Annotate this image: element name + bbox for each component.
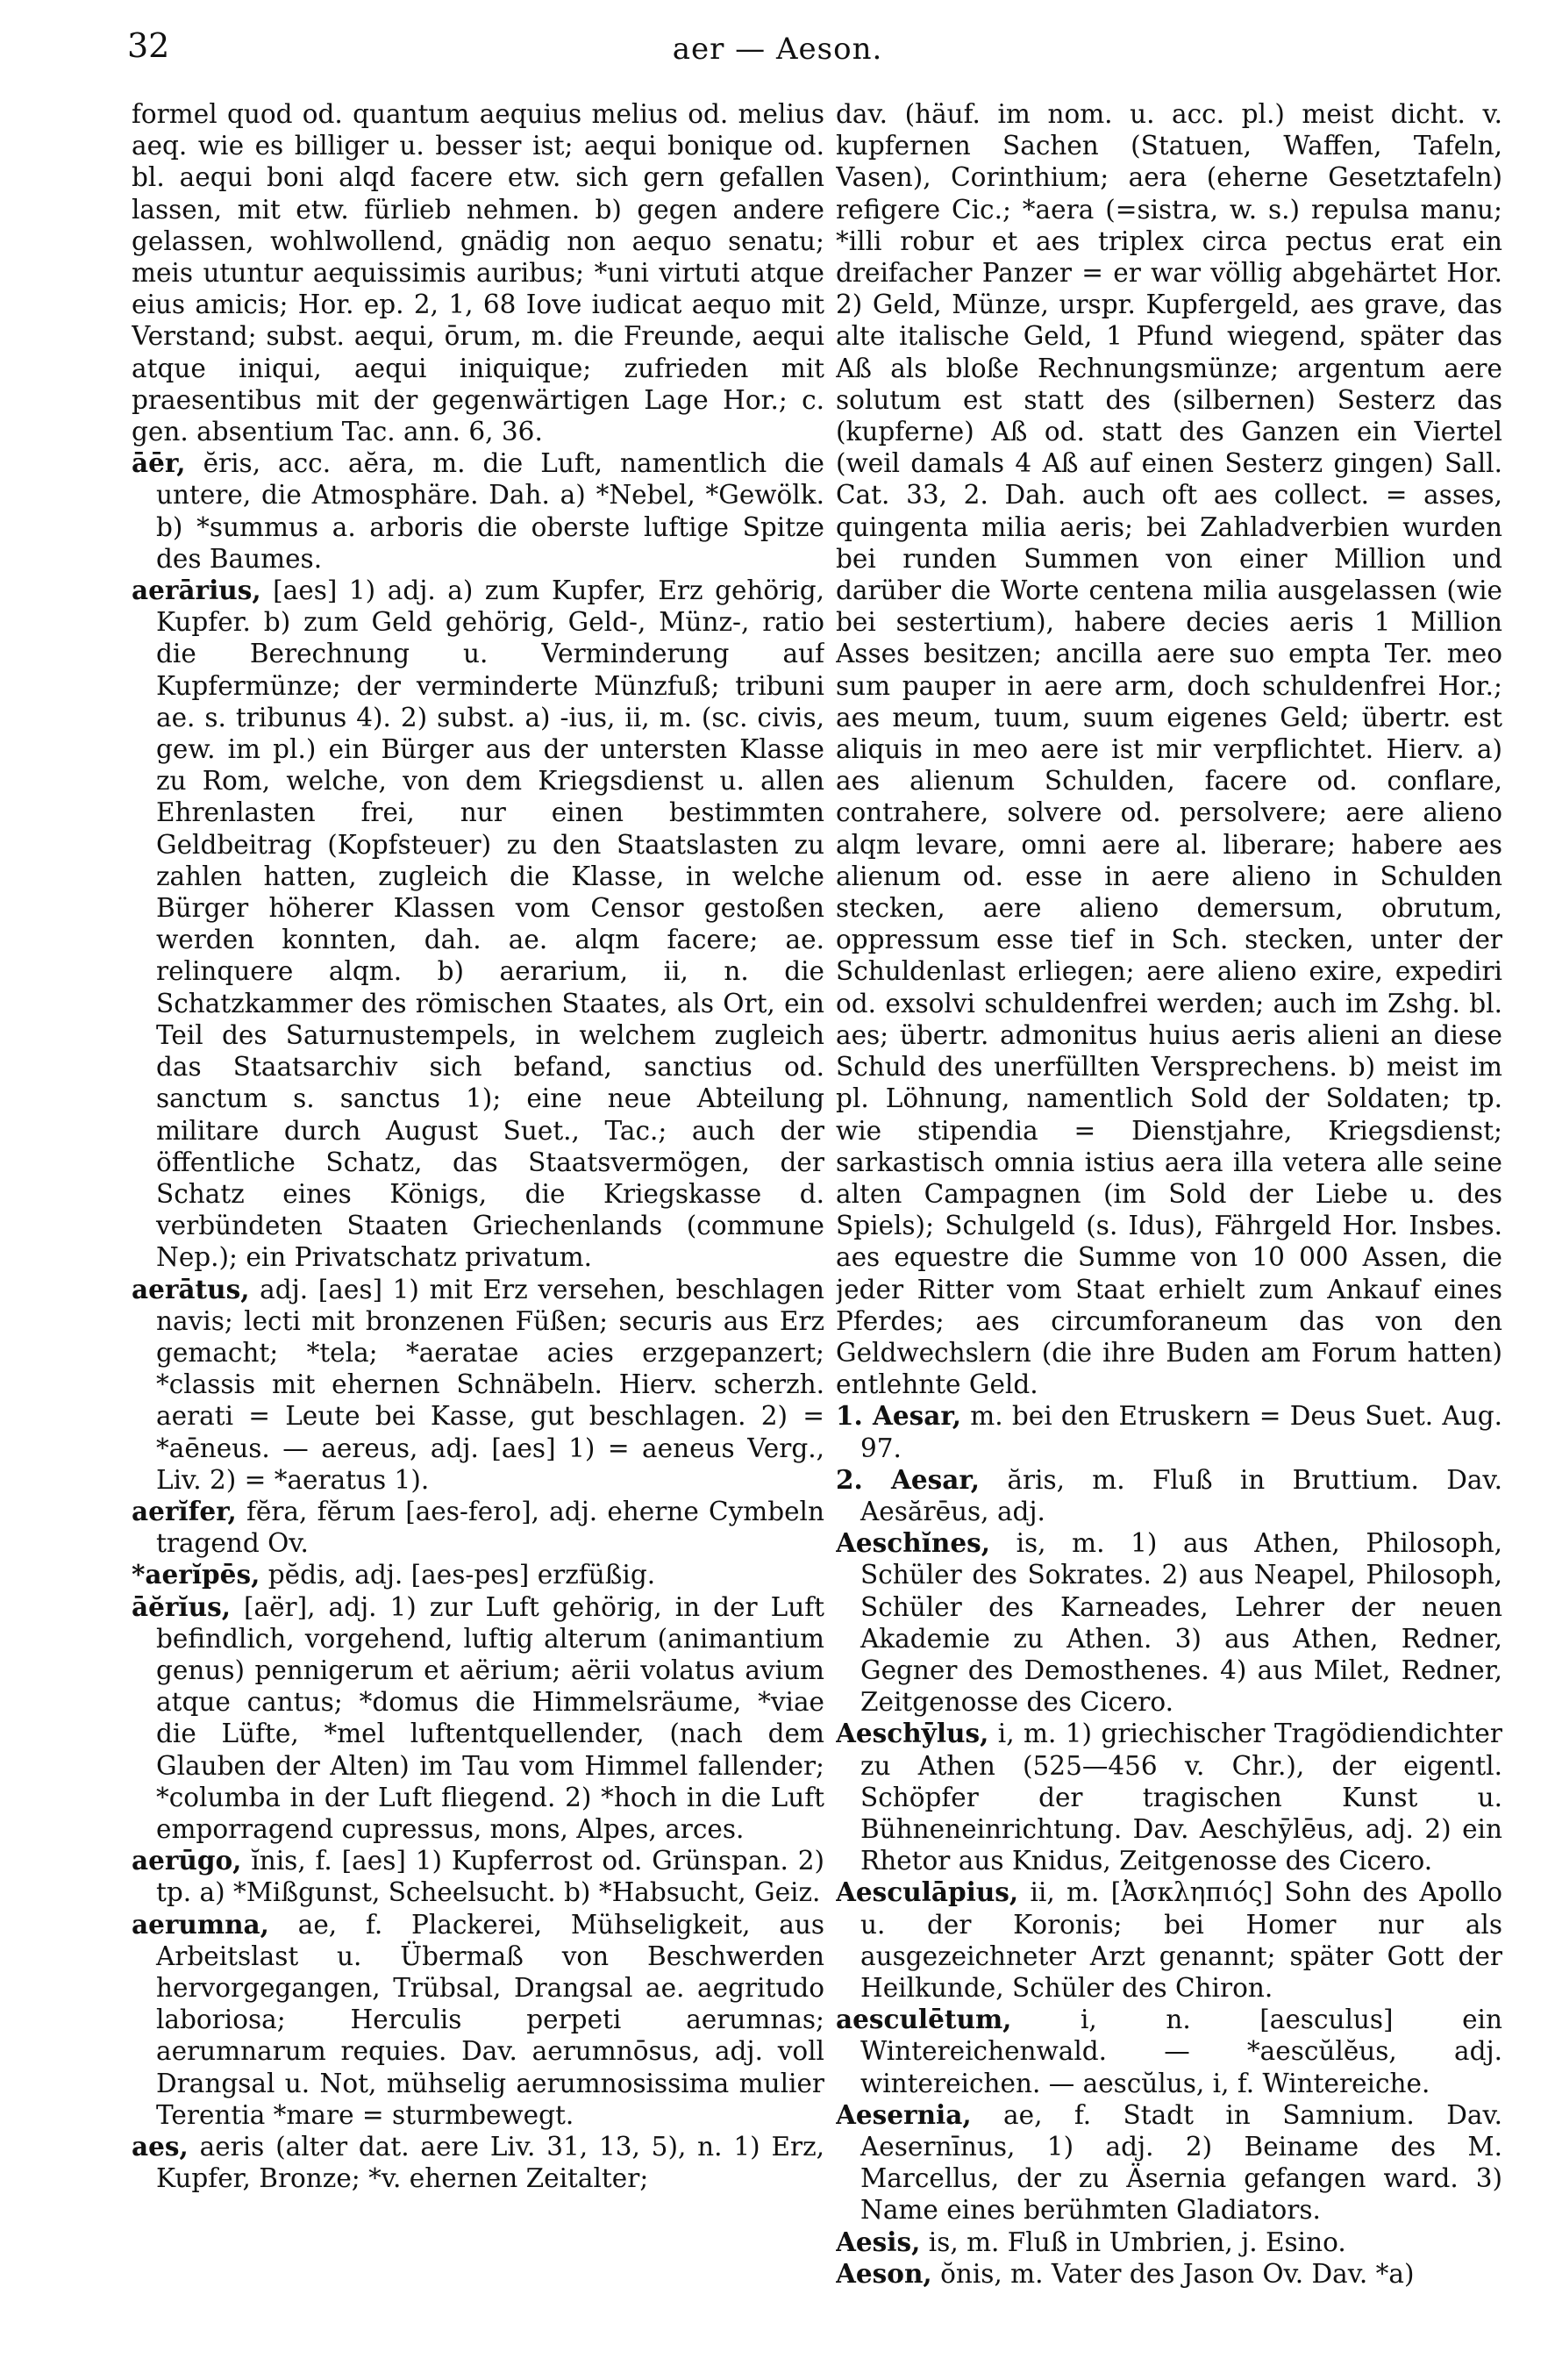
entry-text: ŏnis, m. Vater des Jason Ov. Dav. *a) — [940, 2258, 1415, 2289]
entry-text: dav. (häuf. im nom. u. acc. pl.) meist dicht. v. kupfernen Sachen (Statuen, Waffen, Tafeln, Vasen), Corinthium; aera (eherne Gesetztafeln) refigere Cic.; *aera (=sistra, w. s.) repulsa manu; *illi robur et aes triplex circa pectus erat ein dreifacher Panzer = er war völlig abgehärtet Hor. 2) Geld, Münze, urspr. Kupfergeld, aes grave, das alte italische Geld, 1 Pfund wiegend, später das Aß als bloße Rechnungsmünze; argentum aere solutum est statt des (silbernen) Sesterz das (kupferne) Aß od. statt des Ganzen ein Viertel (weil damals 4 Aß auf einen Sesterz gingen) Sall. Cat. 33, 2. Dah. auch oft aes collect. = asses, quingenta milia aeris; bei Zahladverbien wurden bei runden Summen von einer Million und darüber die Worte centena milia ausgelassen (wie bei sestertium), habere decies aeris 1 Million Asses besitzen; ancilla aere suo empta Ter. meo sum pauper in aere arm, doch schuldenfrei Hor.; aes meum, tuum, suum eigenes Geld; übertr. est aliquis in meo aere ist mir verpflichtet. Hierv. a) aes alienum Schulden, facere od. conflare, contrahere, solvere od. persolvere; aere alieno alqm levare, omni aere al. liberare; habere aes alienum od. esse in aere alieno in Schulden stecken, aere alieno demersum, obrutum, oppressum esse tief in Sch. stecken, unter der Schuldenlast erliegen; aere alieno exire, expediri od. exsolvi schuldenfrei werden; auch im Zshg. bl. aes; übertr. admonitus huius aeris alieni an diese Schuld des unerfüllten Versprechens. b) meist im pl. Löhnung, namentlich Sold der Soldaten; tp. wie stipendia = Dienstjahre, Kriegsdienst; sarkastisch omnia istius aera illa vetera alle seine alten Campagnen (im Sold der Liebe u. des Spiels); Schulgeld (s. Idus), Fährgeld Hor. Insbes. aes equestre die Summe von 10 000 Assen, die jeder Ritter vom Staat erhielt zum Ankauf eines Pferdes; aes circumforaneum das von den Geldwechslern (die ihre Buden am Forum hatten) entlehnte Geld. — [836, 99, 1502, 1400]
dictionary-entry — [132, 447, 824, 575]
dictionary-entry — [836, 1718, 1502, 1876]
dictionary-entry — [132, 1496, 824, 1559]
dictionary-entry — [132, 1845, 824, 1908]
dictionary-entry — [836, 2258, 1502, 2290]
entry-text: m. bei den Etruskern = Deus Suet. Aug. 97. — [860, 1401, 1502, 1463]
entry-text: ĭnis, f. [aes] 1) Kupferrost od. Grünspan. 2) tp. a) *Mißgunst, Scheelsucht. b) *Habsucht, Geiz. — [156, 1846, 824, 1908]
entry-headword: aerĭfer, — [132, 1495, 237, 1526]
entry-headword: aes, — [132, 2131, 189, 2162]
entry-headword: āĕrĭus, — [132, 1590, 231, 1622]
entry-headword: aerārius, — [132, 575, 261, 606]
entry-text: adj. [aes] 1) mit Erz versehen, beschlagen navis; lecti mit bronzenen Füßen; securis aus Erz gemacht; *tela; *aeratae acies erzgepanzert; *classis mit ehernen Schnäbeln. Hierv. scherzh. aerati = Leute bei Kasse, gut beschlagen. 2) = *aēneus. — aereus, adj. [aes] 1) = aeneus Verg., Liv. 2) = *aeratus 1). — [156, 1274, 824, 1495]
entry-headword: 1. Aesar, — [836, 1400, 961, 1432]
dictionary-entry — [836, 2004, 1502, 2099]
entry-headword: *aerĭpēs, — [132, 1559, 260, 1590]
entry-headword: Aeschȳlus, — [836, 1718, 989, 1749]
dictionary-entry — [132, 1591, 824, 1846]
entry-headword: aerātus, — [132, 1273, 250, 1304]
dictionary-entry — [836, 1876, 1502, 2004]
entry-text: ae, f. Plackerei, Mühseligkeit, aus Arbeitslast u. Übermaß von Beschwerden hervorgegangen, Trübsal, Drangsal ae. aegritudo laboriosa; Herculis perpeti aerumnas; aerumnarum requies. Dav. aerumnōsus, adj. voll Drangsal u. Not, mühselig aerumnosissima mulier Terentia *mare = sturmbewegt. — [156, 1909, 824, 2130]
dictionary-entry — [836, 98, 1502, 1400]
entry-text: [aes] 1) adj. a) zum Kupfer, Erz gehörig, Kupfer. b) zum Geld gehörig, Geld-, Münz-, ratio die Berechnung u. Verminderung auf Kupfermünze; der verminderte Münzfuß; tribuni ae. s. tribunus 4). 2) subst. a) -ius, ii, m. (sc. civis, gew. im pl.) ein Bürger aus der untersten Klasse zu Rom, welche, von dem Kriegsdienst u. allen Ehrenlasten frei, nur einen bestimmten Geldbeitrag (Kopfsteuer) zu den Staatslasten zu zahlen hatten, zugleich die Klasse, in welche Bürger höherer Klassen vom Censor gestoßen werden konnten, dah. ae. alqm facere; ae. relinquere alqm. b) aerarium, ii, n. die Schatzkammer des römischen Staates, als Ort, ein Teil des Saturnustempels, in welchem zugleich das Staatsarchiv sich befand, sanctius od. sanctum s. sanctus 1); eine neue Abteilung militare durch August Suet., Tac.; auch der öffentliche Schatz, das Staatsvermögen, der Schatz eines Königs, die Kriegskasse d. verbündeten Staaten Griechenlands (commune Nep.); ein Privatschatz privatum. — [156, 575, 824, 1273]
entry-text: ăris, m. Fluß in Bruttium. Dav. Aesărēus, adj. — [860, 1464, 1502, 1526]
entry-text: aeris (alter dat. aere Liv. 31, 13, 5), n. 1) Erz, Kupfer, Bronze; *v. ehernen Zeitalter; — [156, 2132, 824, 2194]
dictionary-entry — [132, 98, 824, 447]
page-number: 32 — [127, 26, 170, 65]
entry-headword: 2. Aesar, — [836, 1463, 981, 1495]
entry-headword: Aesis, — [836, 2226, 921, 2257]
dictionary-entry — [836, 2099, 1502, 2226]
dictionary-entry — [836, 1400, 1502, 1463]
entry-headword: aerūgo, — [132, 1845, 242, 1876]
left-column — [132, 98, 824, 2353]
running-head: aer — Aeson. — [672, 32, 883, 67]
entry-headword: Aeson, — [836, 2257, 932, 2289]
entry-headword: aesculētum, — [836, 2004, 1012, 2035]
page-header — [0, 26, 1555, 79]
entry-headword: Aeschĭnes, — [836, 1527, 990, 1559]
dictionary-entry — [132, 1909, 824, 2131]
right-column — [836, 98, 1502, 2353]
entry-text: i, n. [aesculus] ein Wintereichenwald. — *aescŭlĕus, adj. wintereichen. — aescŭlus, i, f. Wintereiche. — [860, 2005, 1502, 2098]
entry-text: ii, m. [Ἀσκληπιός] Sohn des Apollo u. der Koronis; bei Homer nur als ausgezeichneter Arzt genannt; später Gott der Heilkunde, Schüler des Chiron. — [860, 1877, 1502, 2003]
entry-text: fĕra, fĕrum [aes-fero], adj. eherne Cymbeln tragend Ov. — [156, 1496, 824, 1559]
entry-headword: aerumna, — [132, 1908, 269, 1940]
dictionary-entry — [836, 1464, 1502, 1527]
entry-text: is, m. Fluß in Umbrien, j. Esino. — [928, 2226, 1346, 2257]
dictionary-entry — [132, 1559, 824, 1590]
entry-text: [aër], adj. 1) zur Luft gehörig, in der Luft befindlich, vorgehend, luftig alterum (animantium genus) pennigerum et aërium; aërii volatus avium atque cantus; *domus die Himmelsräume, *viae die Lüfte, *mel luftentquellender, (nach dem Glauben der Alten) im Tau vom Himmel fallender; *columba in der Luft fliegend. 2) *hoch in die Luft emporragend cupressus, mons, Alpes, arces. — [156, 1591, 824, 1844]
dictionary-entry — [132, 1274, 824, 1496]
entry-text: pĕdis, adj. [aes-pes] erzfüßig. — [267, 1560, 656, 1590]
dictionary-entry — [836, 1527, 1502, 1718]
entry-text: formel quod od. quantum aequius melius od. melius aeq. wie es billiger u. besser ist; aequi bonique od. bl. aequi boni alqd facere etw. sich gern gefallen lassen, mit etw. fürlieb nehmen. b) gegen andere gelassen, wohlwollend, gnädig non aequo senatu; meis utuntur aequissimis auribus; *uni virtuti atque eius amicis; Hor. ep. 2, 1, 68 Iove iudicat aequo mit Verstand; subst. aequi, ōrum, m. die Freunde, aequi atque iniqui, aequi iniquique; zufrieden mit praesentibus mit der gegenwärtigen Lage Hor.; c. gen. absentium Tac. ann. 6, 36. — [132, 99, 824, 447]
dictionary-entry — [132, 575, 824, 1273]
entry-text: ĕris, acc. aĕra, m. die Luft, namentlich die untere, die Atmosphäre. Dah. a) *Nebel, *Gewölk. b) *summus a. arboris die oberste luftige Spitze des Baumes. — [156, 448, 824, 574]
entry-headword: Aesernia, — [836, 2098, 972, 2130]
entry-headword: āēr, — [132, 447, 186, 479]
entry-headword: Aesculāpius, — [836, 1876, 1019, 1908]
dictionary-entry — [836, 2226, 1502, 2258]
entry-text: is, m. 1) aus Athen, Philosoph, Schüler des Sokrates. 2) aus Neapel, Philosoph, Schüler des Karneades, Lehrer der neuen Akademie zu Athen. 3) aus Athen, Redner, Gegner des Demosthenes. 4) aus Milet, Redner, Zeitgenosse des Cicero. — [860, 1528, 1502, 1718]
dictionary-entry — [132, 2131, 824, 2194]
entry-text: i, m. 1) griechischer Tragödiendichter zu Athen (525—456 v. Chr.), der eigentl. Schöpfer der tragischen Kunst u. Bühneneinrichtung. Dav. Aeschȳlēus, adj. 2) ein Rhetor aus Knidus, Zeitgenosse des Cicero. — [860, 1719, 1502, 1876]
entry-text: ae, f. Stadt in Samnium. Dav. Aesernīnus, 1) adj. 2) Beiname des M. Marcellus, der zu Äsernia gefangen ward. 3) Name eines berühmten Gladiators. — [860, 2099, 1502, 2226]
